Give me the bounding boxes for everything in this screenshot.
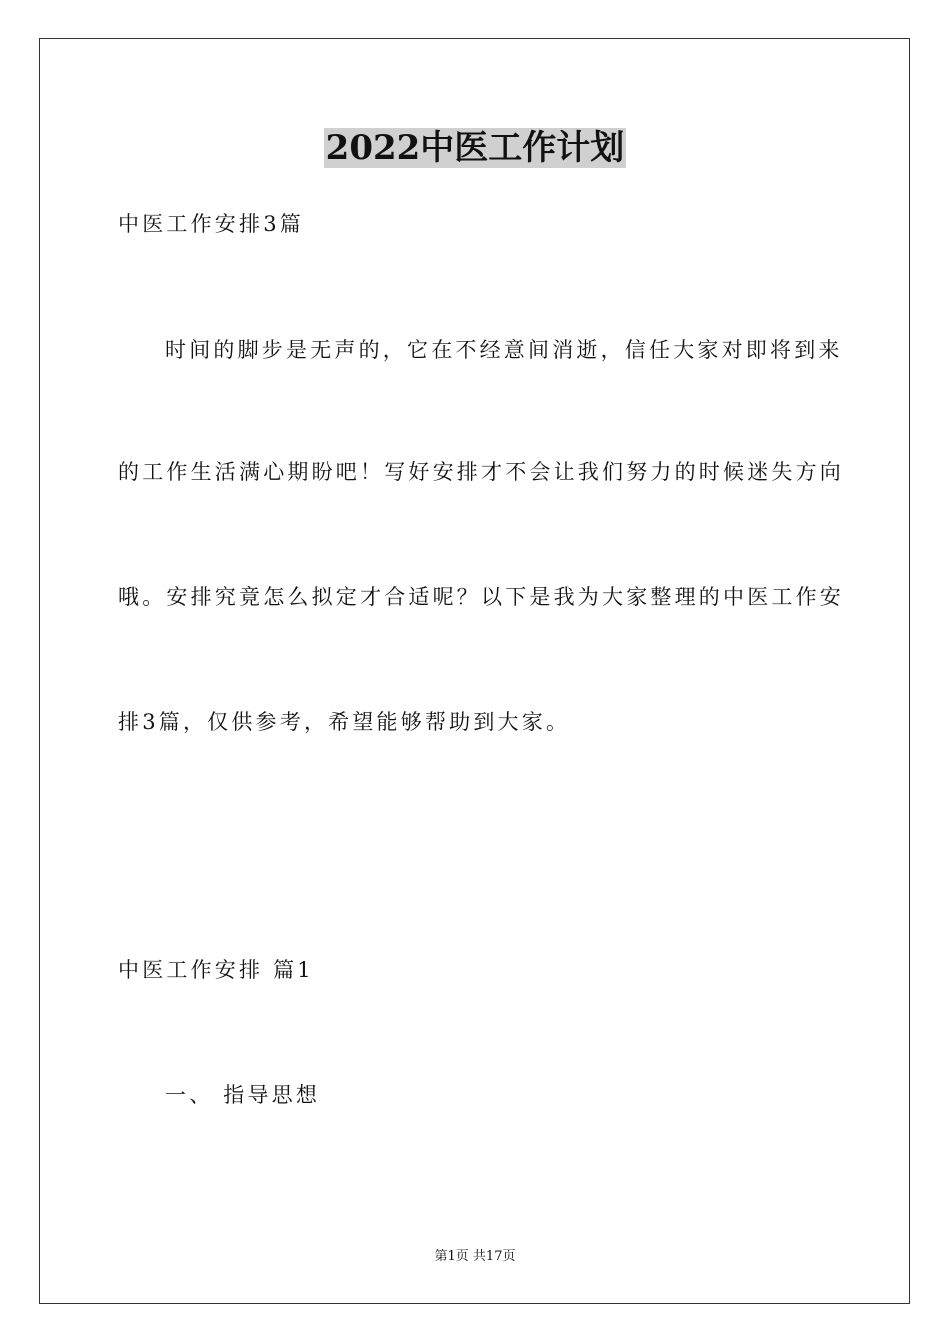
- intro-line-2: 的工作生活满心期盼吧！写好安排才不会让我们努力的时候迷失方向: [118, 460, 844, 484]
- intro-line-4: 排3篇，仅供参考，希望能够帮助到大家。: [118, 710, 571, 734]
- intro-line-3: 哦。安排究竟怎么拟定才合适呢？以下是我为大家整理的中医工作安: [118, 585, 844, 609]
- section-heading: 中医工作安排 篇1: [118, 958, 314, 982]
- page-footer: 第1页 共17页: [434, 1249, 516, 1264]
- title-container: [0, 128, 950, 168]
- document-title: 2022中医工作计划: [325, 128, 625, 168]
- subsection-heading: 一、 指导思想: [165, 1083, 321, 1107]
- document-subtitle: 中医工作安排3篇: [118, 212, 304, 236]
- intro-line-1: 时间的脚步是无声的，它在不经意间消逝，信任大家对即将到来: [165, 338, 843, 362]
